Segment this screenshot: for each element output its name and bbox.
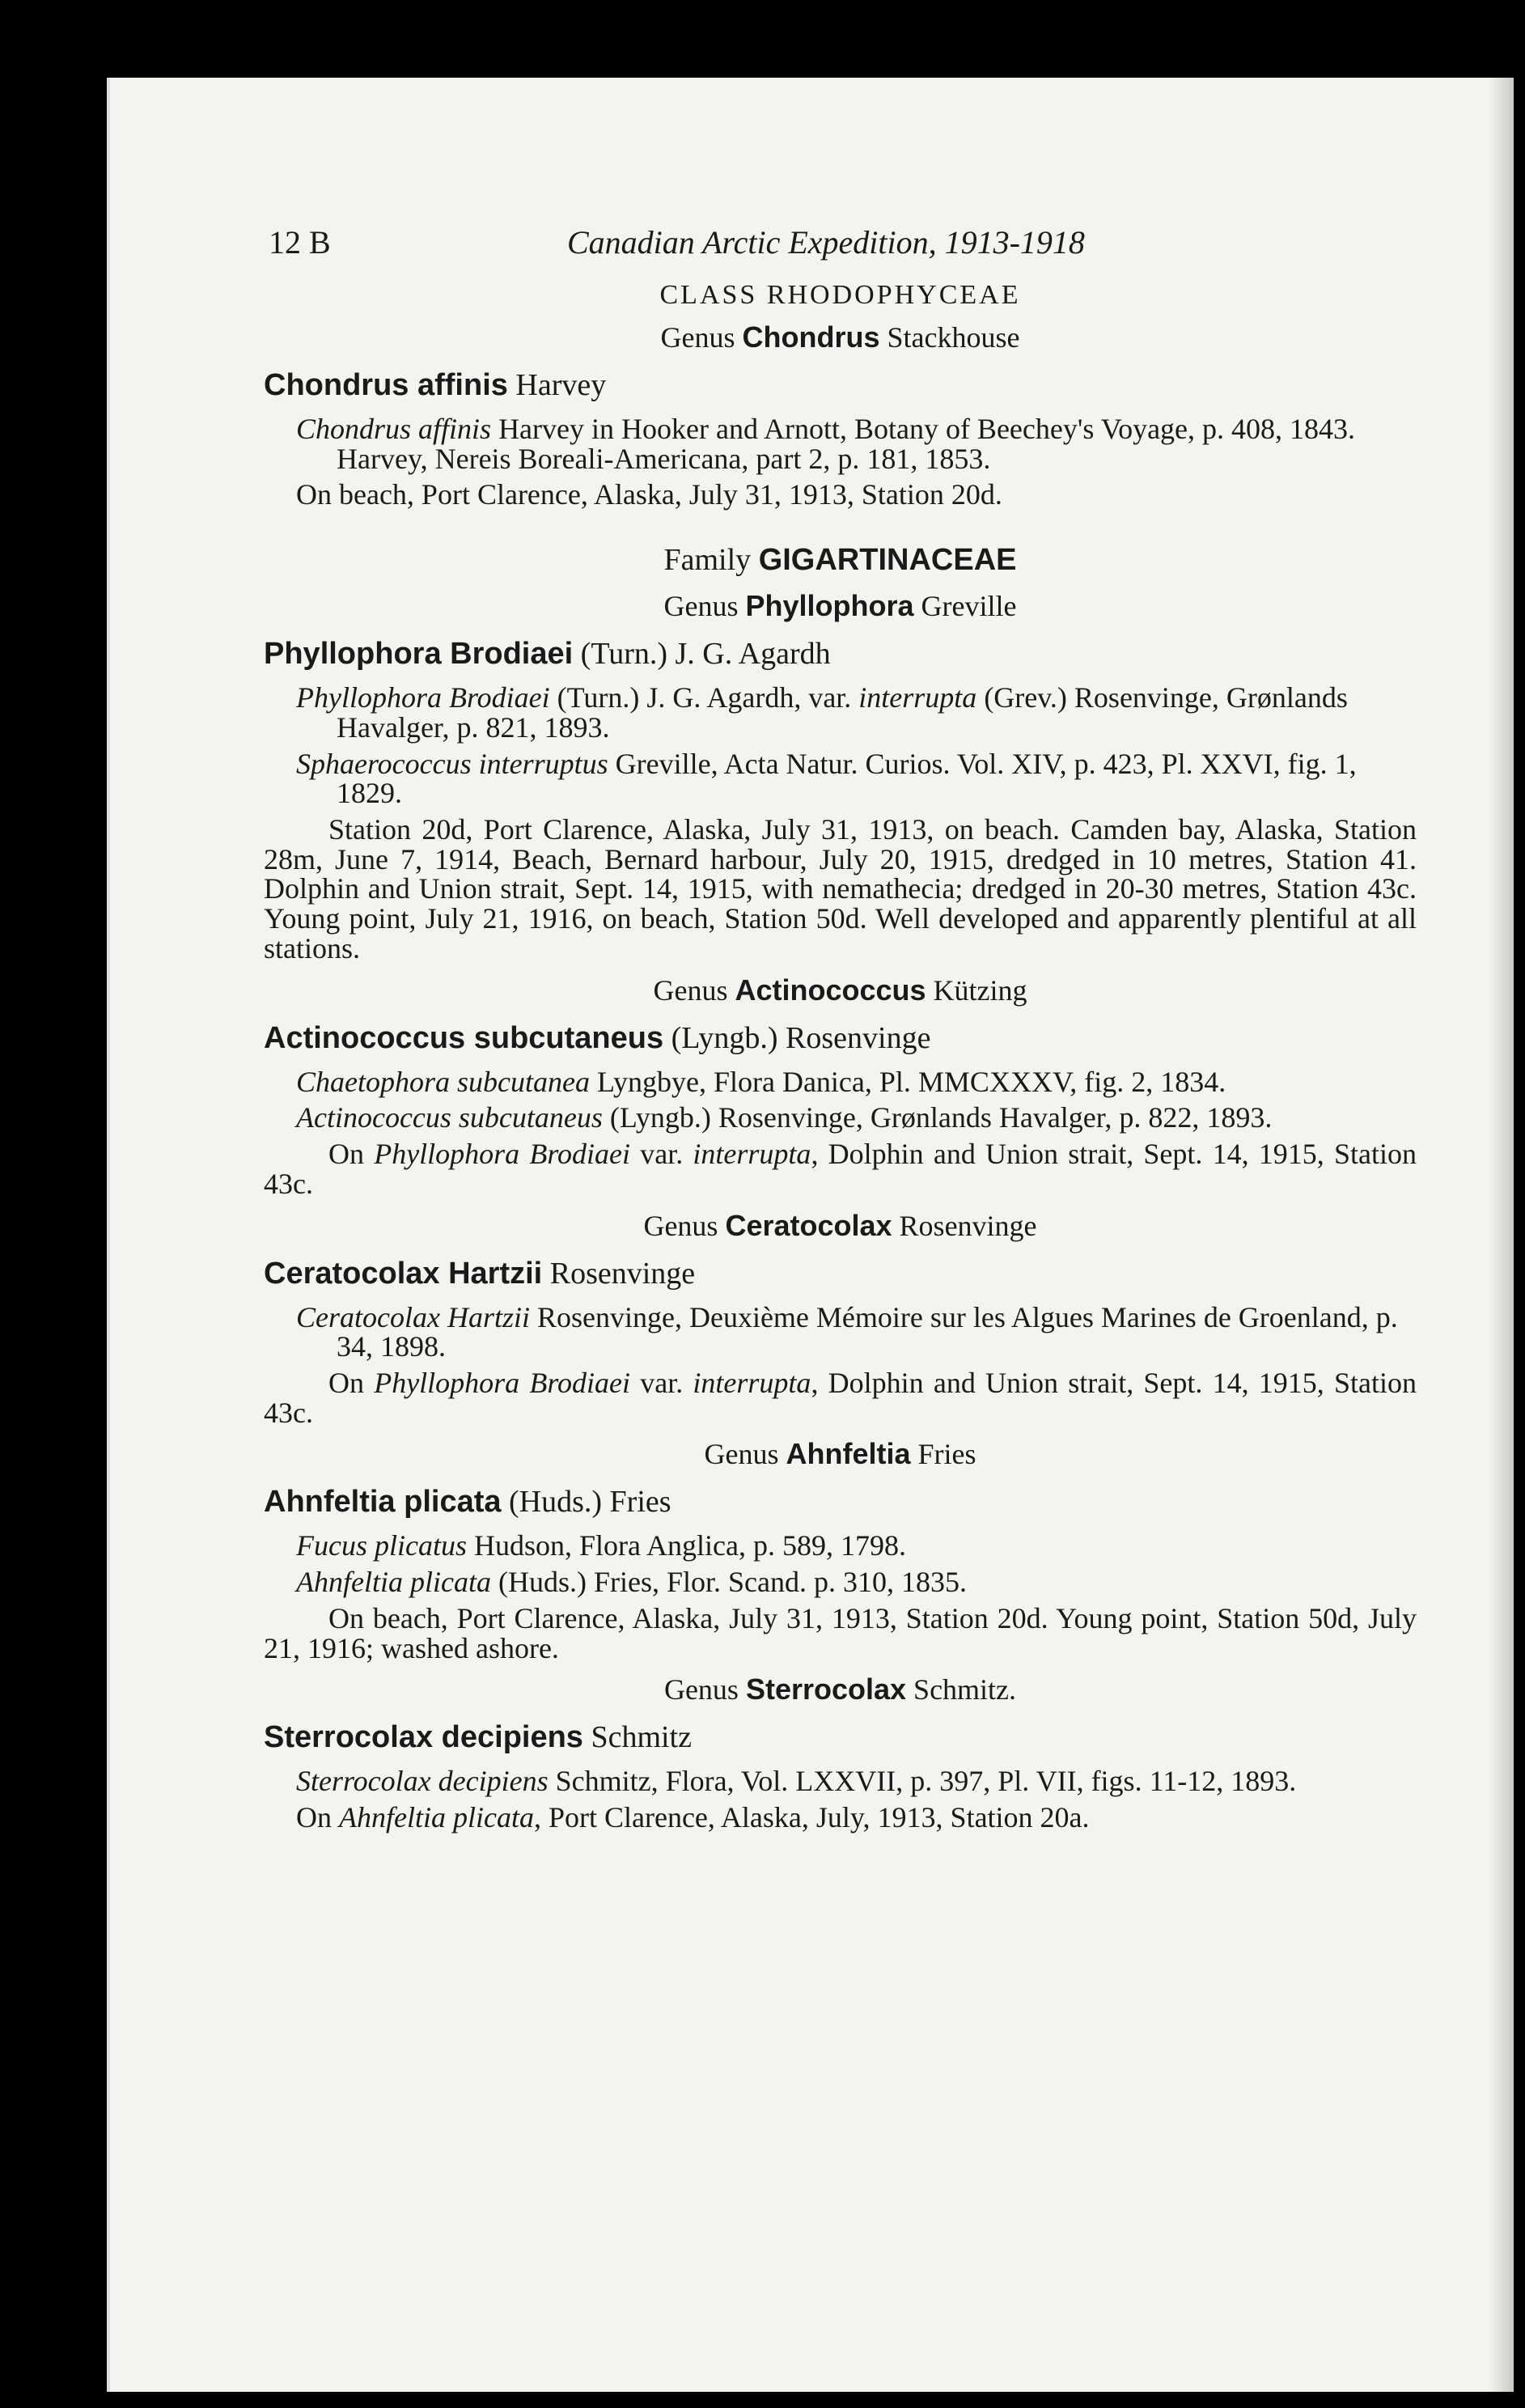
genus-name: Sterrocolax <box>745 1672 907 1706</box>
collection-record: On Ahnfeltia plicata, Port Clarence, Alaska, July, 1913, Station 20a. <box>296 1800 1090 1834</box>
genus-heading-phyllophora: Genus Phyllophora Greville <box>663 589 1017 623</box>
genus-name: Ceratocolax <box>725 1208 892 1242</box>
species-name: Actinococcus subcutaneus <box>264 1020 664 1055</box>
collection-paragraph: On Phyllophora Brodiaei var. interrupta, Dolphin and Union strait, Sept. 14, 1915, Station 43c. <box>264 1366 1417 1429</box>
citation: Ceratocolax Hartzii Rosenvinge, Deuxième Mémoire sur les Algues Marines de Groenland, p. 34, 1898. <box>296 1300 1398 1363</box>
genus-name: Phyllophora <box>745 589 914 623</box>
citation: Sterrocolax decipiens Schmitz, Flora, Vol. LXXVII, p. 397, Pl. VII, figs. 11-12, 1893. <box>296 1765 1297 1798</box>
genus-heading-ceratocolax: Genus Ceratocolax Rosenvinge <box>643 1208 1037 1242</box>
genus-name: Chondrus <box>742 320 880 354</box>
citation: Fucus plicatus Hudson, Flora Anglica, p. 589, 1798. <box>296 1529 906 1562</box>
species-heading-phyllophora-brodiaei: Phyllophora Brodiaei (Turn.) J. G. Agardh <box>264 637 831 672</box>
citation: Sphaerococcus interruptus Greville, Acta Natur. Curios. Vol. XIV, p. 423, Pl. XXVI, fig. 1, 1829. <box>296 747 1357 810</box>
species-name: Sterrocolax decipiens <box>264 1720 583 1755</box>
page-number: 12 B <box>269 224 331 261</box>
species-heading-ahnfeltia-plicata: Ahnfeltia plicata (Huds.) Fries <box>264 1485 671 1520</box>
species-name: Chondrus affinis <box>264 368 508 402</box>
genus-heading-chondrus: Genus Chondrus Stackhouse <box>660 320 1020 354</box>
citation: Chondrus affinis Harvey in Hooker and Arnott, Botany of Beechey's Voyage, p. 408, 1843. Harvey, Nereis Boreali-Americana, part 2, p. 181, 1853. <box>296 413 1356 475</box>
species-name: Ceratocolax Hartzii <box>264 1256 543 1291</box>
genus-name: Actinococcus <box>735 973 926 1007</box>
species-heading-sterrocolax-decipiens: Sterrocolax decipiens Schmitz <box>264 1720 692 1755</box>
collection-paragraph: Station 20d, Port Clarence, Alaska, July 31, 1913, on beach. Camden bay, Alaska, Station 28m, June 7, 1914, Beach, Bernard harbour, July 20, 1915, dredged in 10 metres, Station 41. Dolphin and Union strait, Sept. 14, 1915, with nemathecia; dredged in 20-30 metres, Station 43c. Young point, July 21, 1916, on beach, Station 50d. Well developed and apparently plentiful at all stations. <box>264 813 1417 964</box>
genus-heading-actinococcus: Genus Actinococcus Kützing <box>653 973 1027 1007</box>
species-name: Phyllophora Brodiaei <box>264 637 574 672</box>
citation: Chaetophora subcutanea Lyngbye, Flora Danica, Pl. MMCXXXV, fig. 2, 1834. <box>296 1065 1226 1098</box>
citation: Actinococcus subcutaneus (Lyngb.) Rosenvinge, Grønlands Havalger, p. 822, 1893. <box>296 1101 1273 1134</box>
page-content <box>264 223 1417 1842</box>
running-header <box>264 223 1417 280</box>
genus-heading-sterrocolax: Genus Sterrocolax Schmitz. <box>663 1672 1017 1706</box>
family-heading: Family GIGARTINACEAE <box>663 543 1017 578</box>
citation: Ahnfeltia plicata (Huds.) Fries, Flor. Scand. p. 310, 1835. <box>296 1566 967 1599</box>
genus-name: Ahnfeltia <box>786 1437 911 1471</box>
genus-heading-ahnfeltia: Genus Ahnfeltia Fries <box>704 1437 976 1471</box>
class-heading: CLASS RHODOPHYCEAE <box>659 280 1021 310</box>
page-sheet <box>107 78 1514 2392</box>
collection-paragraph: On beach, Port Clarence, Alaska, July 31, 1913, Station 20d. Young point, Station 50d, July 21, 1916; washed ashore. <box>264 1601 1417 1664</box>
page-edge-shadow <box>1489 78 1514 2392</box>
species-name: Ahnfeltia plicata <box>264 1485 502 1520</box>
species-heading-chondrus-affinis: Chondrus affinis Harvey <box>264 368 607 402</box>
species-heading-actinococcus-subcutaneus: Actinococcus subcutaneus (Lyngb.) Rosenvinge <box>264 1020 931 1055</box>
species-heading-ceratocolax-hartzii: Ceratocolax Hartzii Rosenvinge <box>264 1256 696 1291</box>
collection-record: On beach, Port Clarence, Alaska, July 31, 1913, Station 20d. <box>296 478 1002 511</box>
citation: Phyllophora Brodiaei (Turn.) J. G. Agardh, var. interrupta (Grev.) Rosenvinge, Grønlands Havalger, p. 821, 1893. <box>296 681 1348 744</box>
collection-paragraph: On Phyllophora Brodiaei var. interrupta, Dolphin and Union strait, Sept. 14, 1915, Station 43c. <box>264 1138 1417 1200</box>
running-title: Canadian Arctic Expedition, 1913-1918 <box>567 224 1085 261</box>
